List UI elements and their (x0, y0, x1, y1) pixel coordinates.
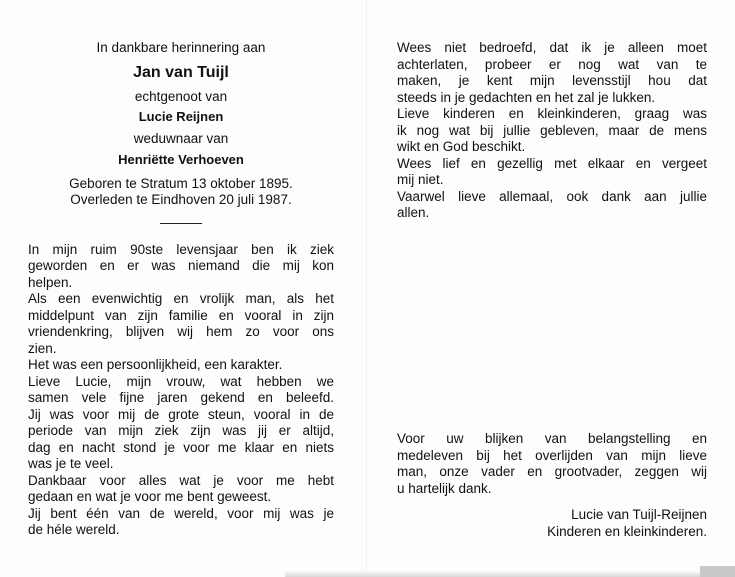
text-line: Wees niet bedroefd, dat ik je alleen moet (397, 40, 707, 55)
text-line: Lieve Lucie, mijn vrouw, wat hebben we (28, 373, 334, 389)
text-line: de héle wereld. (28, 522, 120, 537)
text-line: In mijn ruim 90ste levensjaar ben ik ziek (28, 241, 334, 257)
text-line: steeds in je gedachten en het zal je lukken. (397, 89, 656, 105)
text-line: achterlaten, probeer er nog wat van te (397, 56, 707, 72)
right-text-block (397, 40, 707, 222)
left-panel (28, 40, 334, 539)
left-text-block (28, 242, 334, 539)
text-line: Lieve kinderen en kleinkinderen, graag was (397, 106, 707, 121)
text-line: helpen. (28, 274, 73, 290)
birth-line: Geboren te Stratum 13 oktober 1895. (69, 175, 293, 191)
signature-line-2: Kinderen en kleinkinderen. (547, 523, 707, 539)
text-line: Jij bent één van de wereld, voor mij was je (28, 505, 334, 521)
text-line: wikt en God beschikt. (397, 139, 526, 154)
widower-name: Henriëtte Verhoeven (118, 151, 244, 167)
spouse-name: Lucie Reijnen (138, 109, 224, 124)
intro-line: In dankbare herinnering aan (96, 40, 266, 55)
thanks-text (397, 431, 707, 497)
text-line: Dankbaar voor alles wat je voor me hebt (28, 472, 334, 488)
text-line: ik nog wat bij jullie gebleven, maar de mens (397, 122, 707, 138)
right-panel (397, 40, 707, 222)
text-line: allen. (397, 205, 430, 220)
text-line: mij niet. (397, 172, 444, 187)
text-line: u hartelijk dank. (397, 480, 492, 496)
text-line: Wees lief en gezellig met elkaar en vergeet (397, 155, 707, 171)
header-block (28, 40, 334, 224)
card-fold (366, 0, 367, 577)
widower-label: weduwnaar van (133, 131, 229, 146)
deceased-name: Jan van Tuijl (133, 63, 229, 81)
text-line: maken, je kent mijn levensstijl hou dat (397, 73, 707, 88)
text-line: Voor uw blijken van belangstelling en (397, 431, 707, 446)
text-line: man, onze vader en grootvader, zeggen wij (397, 464, 707, 479)
text-line: gedaan en wat je voor me bent geweest. (28, 489, 272, 504)
separator-dash (160, 223, 202, 224)
text-line: samen vele fijne jaren gekend en beleefd. (28, 390, 334, 405)
signature-line-1: Lucie van Tuijl-Reijnen (571, 507, 707, 522)
card-edge-corner (700, 566, 735, 577)
death-line: Overleden te Eindhoven 20 juli 1987. (70, 192, 292, 207)
text-line: was je te veel. (28, 456, 114, 471)
text-line: periode van mijn ziek zijn was jij er altijd, (28, 423, 334, 438)
card-edge-shadow (285, 570, 735, 577)
text-line: zien. (28, 340, 57, 356)
text-line: dag en nacht stond je voor me klaar en niets (28, 439, 334, 455)
spouse-label: echtgenoot van (134, 88, 228, 104)
text-line: Het was een persoonlijkheid, een karakter. (28, 357, 283, 372)
thanks-block (397, 431, 707, 497)
text-line: Als een evenwichtig en vrolijk man, als het (28, 291, 334, 306)
text-line: geworden en er was niemand die mij kon (28, 258, 334, 273)
text-line: Jij was voor mij de grote steun, vooral in de (28, 406, 334, 422)
text-line: vriendenkring, blijven wij hem zo voor ons (28, 324, 334, 339)
signature-block (397, 507, 707, 540)
text-line: Vaarwel lieve allemaal, ook dank aan jullie (397, 188, 707, 204)
text-line: medeleven bij het overlijden van mijn lieve (397, 447, 707, 463)
text-line: middelpunt van zijn familie en vooral in zijn (28, 307, 334, 323)
